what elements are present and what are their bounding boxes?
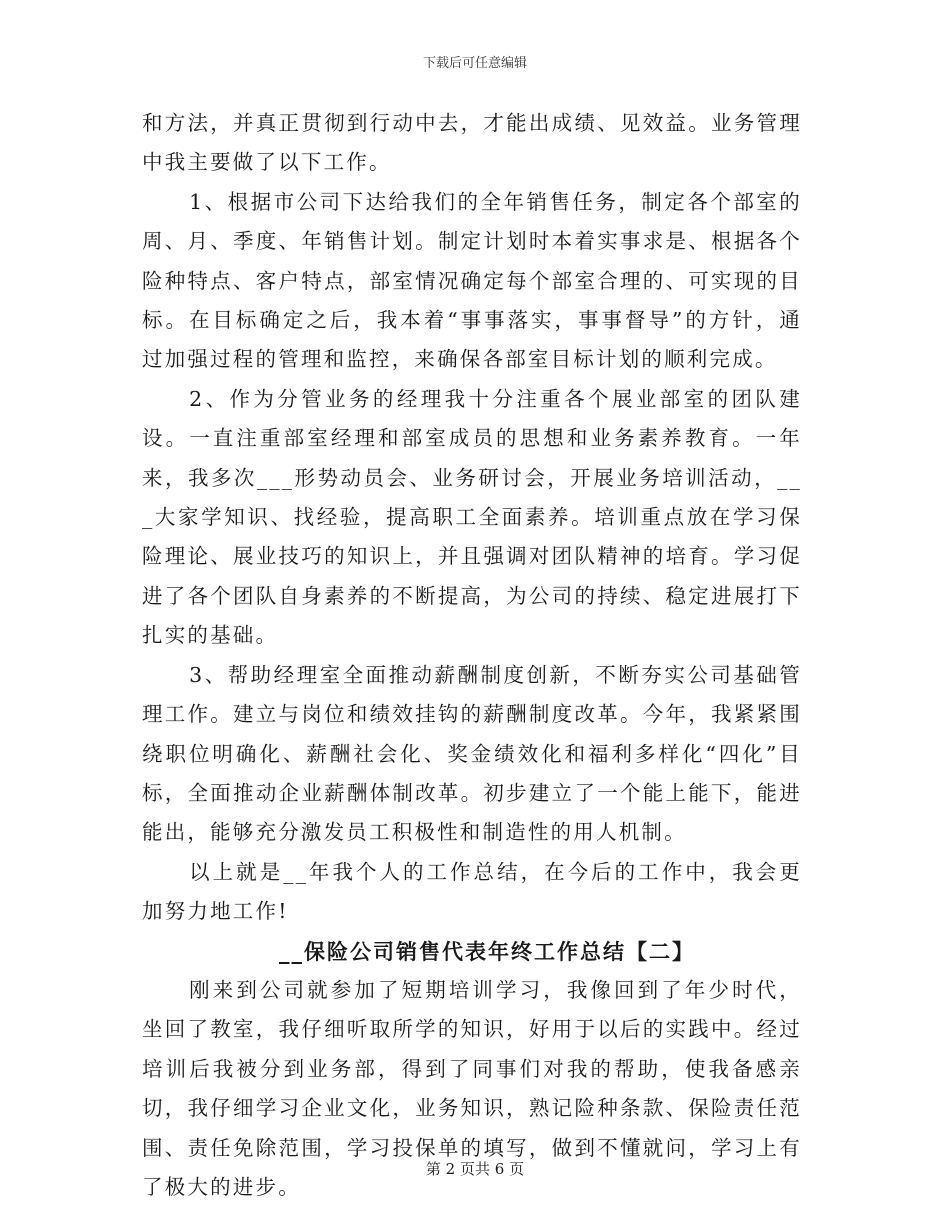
paragraph-section-2-intro: 刚来到公司就参加了短期培训学习，我像回到了年少时代，坐回了教室，我仔细听取所学的知识，好用于以后的实践中。经过培训后我被分到业务部，得到了同事们对我的帮助，使我备感亲切，我仔细学习企业文化，业务知识，熟记险种条款、保险责任范围、责任免除范围，学习投保单的填写，做到不懂就问，学习上有了极大的进步。 (142, 977, 802, 1199)
section-title: __保险公司销售代表年终工作总结【二】 (279, 938, 695, 964)
paragraph-conclusion: 以上就是__年我个人的工作总结，在今后的工作中，我会更加努力地工作! (142, 859, 802, 924)
document-body (142, 104, 802, 1207)
paragraph-continuation: 和方法，并真正贯彻到行动中去，才能出成绩、见效益。业务管理中我主要做了以下工作。 (142, 111, 802, 175)
paragraph-item-2: 2、作为分管业务的经理我十分注重各个展业部室的团队建设。一直注重部室经理和部室成员的思想和业务素养教育。一年来，我多次___形势动员会、业务研讨会，开展业务培训活动，___大家学知识、找经验，提高职工全面素养。培训重点放在学习保险理论、展业技巧的知识上，并且强调对团队精神的培育。学习促进了各个团队自身素养的不断提高，为公司的持续、稳定进展打下扎实的基础。 (142, 386, 802, 648)
paragraph-item-3: 3、帮助经理室全面推动薪酬制度创新，不断夯实公司基础管理工作。建立与岗位和绩效挂钩的薪酬制度改革。今年，我紧紧围绕职位明确化、薪酬社会化、奖金绩效化和福利多样化“四化”目标，全面推动企业薪酬体制改革。初步建立了一个能上能下，能进能出，能够充分激发员工积极性和制造性的用人机制。 (142, 662, 802, 845)
page-number: 第 2 页共 6 页 (425, 1160, 525, 1178)
header-note: 下载后可任意编辑 (422, 56, 527, 71)
paragraph-item-1: 1、根据市公司下达给我们的全年销售任务，制定各个部室的周、月、季度、年销售计划。制定计划时本着实事求是、根据各个险种特点、客户特点，部室情况确定每个部室合理的、可实现的目标。在目标确定之后，我本着“事事落实，事事督导”的方针，通过加强过程的管理和监控，来确保各部室目标计划的顺利完成。 (142, 189, 802, 372)
